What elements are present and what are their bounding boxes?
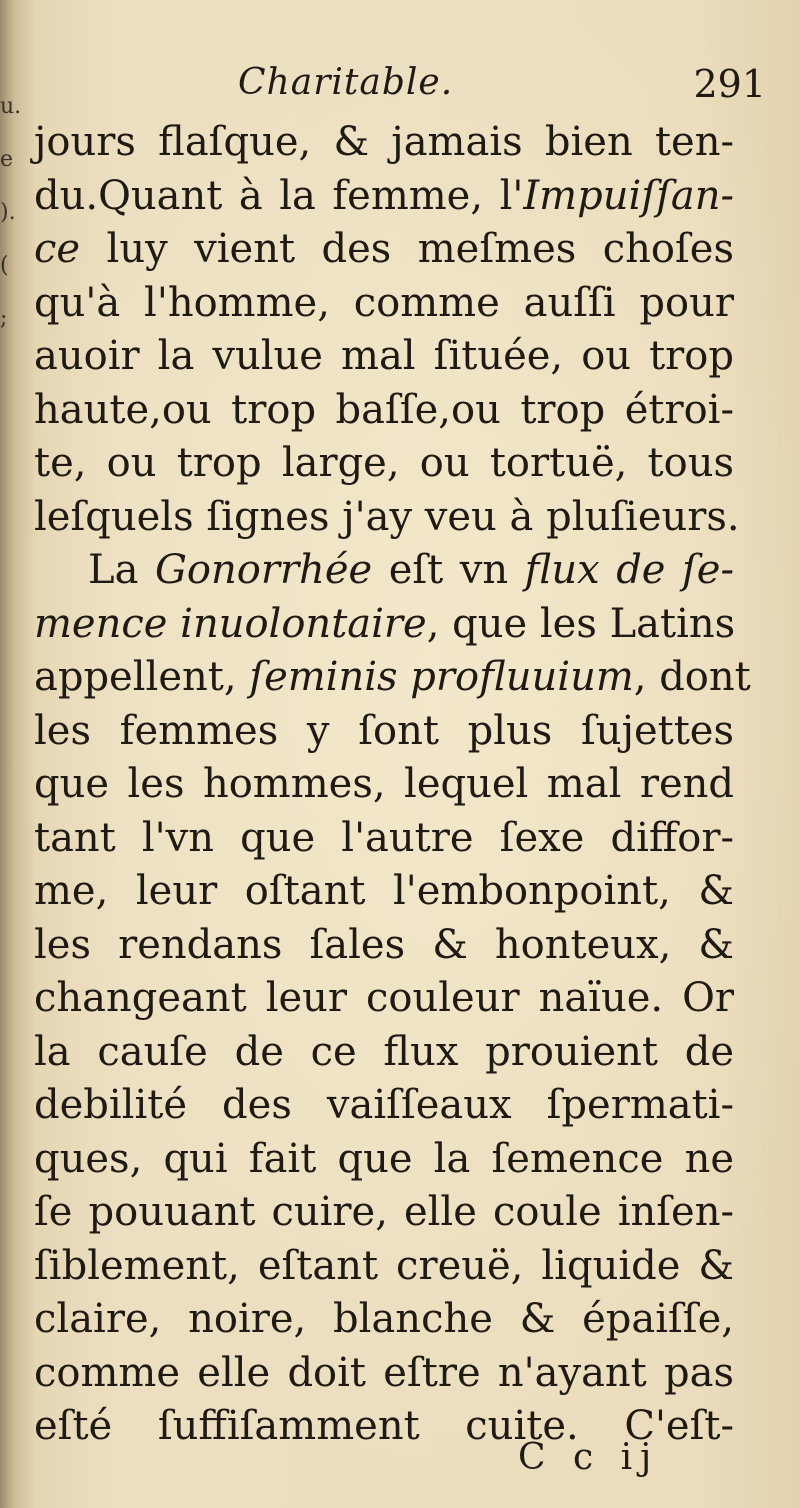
text-segment: haute,ou trop baſſe,ou trop étroi- [34,386,734,433]
text-line [34,919,734,973]
text-segment: comme elle doit eſtre n'ayant pas [34,1349,734,1396]
text-segment: ſe pouuant cuire, elle coule inſen- [34,1189,734,1235]
text-line [34,972,734,1026]
text-segment: jours flaſque, & jamais bien ten- [34,119,734,165]
margin-mark: ; [0,306,8,331]
margin-mark: u. [0,94,22,119]
italic-segment: ſeminis profluuium [249,654,634,700]
text-line [34,544,734,598]
text-line [34,1186,734,1240]
text-segment: tant l'vn que l'autre ſexe diffor- [34,814,734,861]
text-segment: ques, qui fait que la ſemence ne [34,1135,734,1182]
text-line [34,330,734,384]
text-line [34,651,751,705]
text-line [34,116,734,170]
text-line [34,598,734,652]
text-line [34,1079,734,1133]
text-segment: appellent, [34,654,250,700]
text-segment: les femmes y ſont plus ſujettes [34,707,734,754]
text-segment: me, leur oſtant l'embonpoint, & [34,868,734,914]
text-line [34,1026,734,1080]
text-line [34,705,734,759]
text-segment: debilité des vaiſſeaux ſpermati- [34,1082,734,1128]
italic-segment: ce [34,226,81,272]
text-line [34,812,734,866]
text-segment: claire, noire, blanche & épaiſſe, [34,1296,734,1342]
text-segment: luy vient des meſmes choſes [80,226,734,272]
text-segment: ſiblement, eſtant creuë, liquide & [34,1242,734,1289]
text-line [34,1240,734,1294]
margin-mark: e [0,147,14,172]
text-segment: leſquels ſignes j'ay veu à pluſieurs. [34,493,740,540]
margin-mark: ). [0,200,16,225]
margin-marks [0,80,22,345]
body-text [34,116,751,1454]
running-head: Charitable. [238,62,454,103]
text-line [34,865,734,919]
text-segment: , dont [633,654,751,700]
text-segment: La [88,547,155,593]
page-number: 291 [693,62,766,106]
text-line [34,437,734,491]
italic-segment: mence inuolontaire [34,600,427,647]
italic-segment: Impuiſſan- [523,172,734,219]
text-line [34,223,734,277]
text-segment: que les hommes, lequel mal rend [34,761,734,807]
text-segment: te, ou trop large, ou tortuë, tous [34,440,734,486]
text-segment: eſt vn [372,547,525,593]
signature-mark: C c ij [518,1437,660,1478]
text-line [34,1293,734,1347]
text-segment: la cauſe de ce flux prouient de [34,1028,734,1075]
text-line [34,277,734,331]
text-line [34,758,734,812]
text-segment: qu'à l'homme, comme auſſi pour [34,279,734,326]
text-segment: , que les Latins [426,600,736,647]
text-line [34,491,740,545]
text-line [34,170,734,224]
text-segment: eſté ſuffiſamment cuite. C'eſt- [34,1403,734,1449]
text-segment: changeant leur couleur naïue. Or [34,975,734,1021]
text-segment: auoir la vulue mal ſituée, ou trop [34,333,734,379]
text-segment: les rendans ſales & honteux, & [34,921,734,968]
text-line [34,384,734,438]
page-header [30,62,770,122]
margin-mark: ( [0,253,9,278]
text-line [34,1133,734,1187]
text-line [34,1347,734,1401]
italic-segment: flux de ſe- [524,547,734,593]
text-segment: du.Quant à la femme, l' [34,172,524,219]
italic-segment: Gonorrhée [154,547,373,593]
